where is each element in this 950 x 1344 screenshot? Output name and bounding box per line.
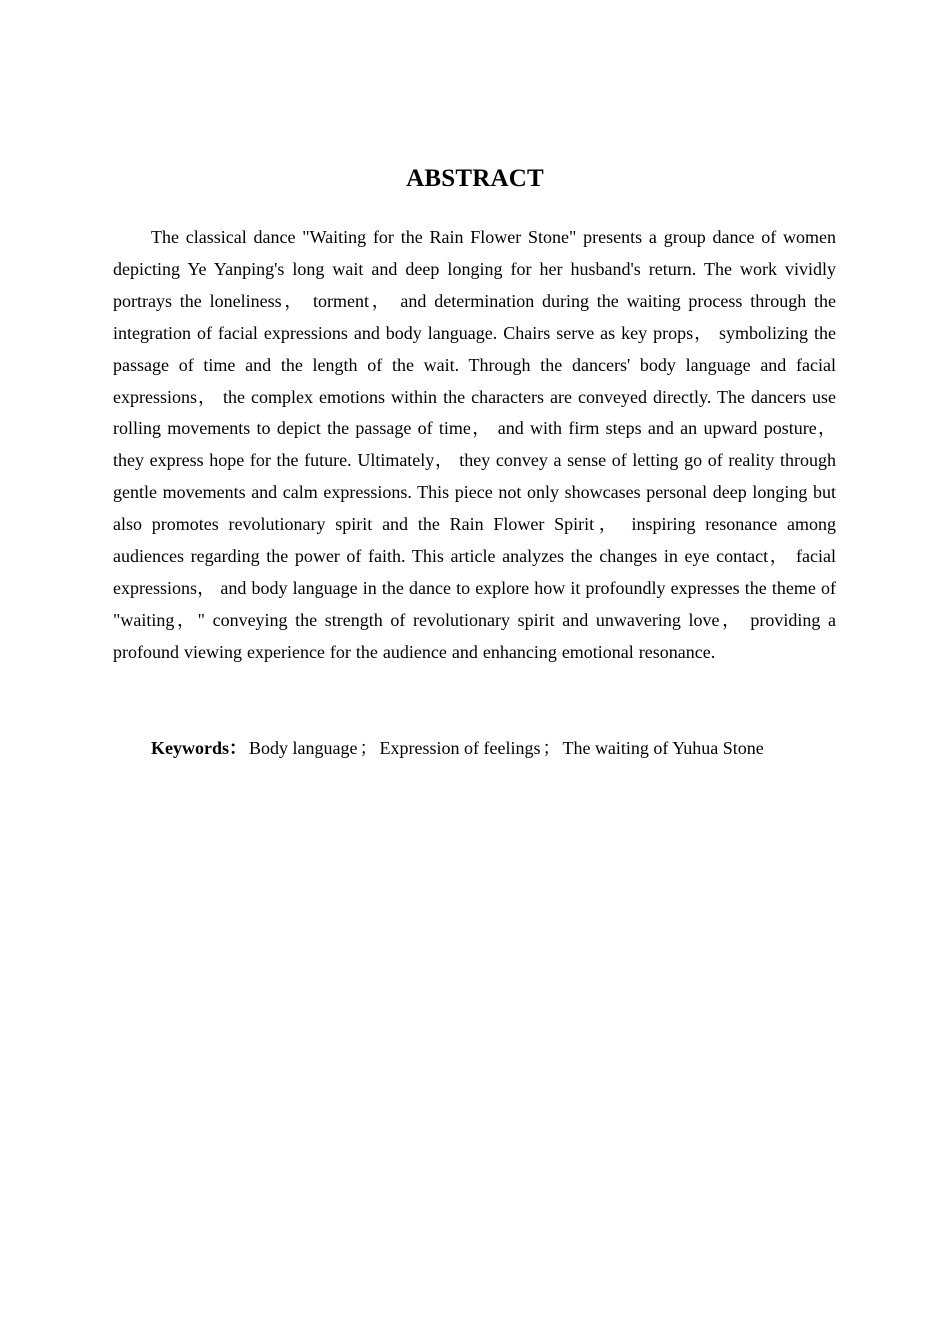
keywords-line [151,733,851,763]
keyword-separator: ； [359,738,378,758]
keyword-item: The waiting of Yuhua Stone [562,738,764,758]
keyword-item: Expression of feelings [379,738,541,758]
keyword-item: Body language [249,738,358,758]
keyword-separator: ； [542,738,561,758]
abstract-title: ABSTRACT [406,165,544,192]
abstract-body: The classical dance "Waiting for the Rain Flower Stone" presents a group dance of women depicting Ye Yanping's long wait and deep longing for her husband's return. The work vividly portrays the loneliness， torment， and determination during the waiting process through the integration of facial expressions and body language. Chairs serve as key props， symbolizing the passage of time and the length of the wait. Through the dancers' body language and facial expressions， the complex emotions within the characters are conveyed directly. The dancers use rolling movements to depict the passage of time， and with firm steps and an upward posture， they express hope for the future. Ultimately， they convey a sense of letting go of reality through gentle movements and calm expressions. This piece not only showcases personal deep longing but also promotes revolutionary spirit and the Rain Flower Spirit， inspiring resonance among audiences regarding the power of faith. This article analyzes the changes in eye contact， facial expressions， and body language in the dance to explore how it profoundly expresses the theme of "waiting，" conveying the strength of revolutionary spirit and unwavering love， providing a profound viewing experience for the audience and enhancing emotional resonance. [113,227,836,662]
keywords-label: Keywords [151,738,229,758]
keywords-label-separator: ： [229,738,247,758]
